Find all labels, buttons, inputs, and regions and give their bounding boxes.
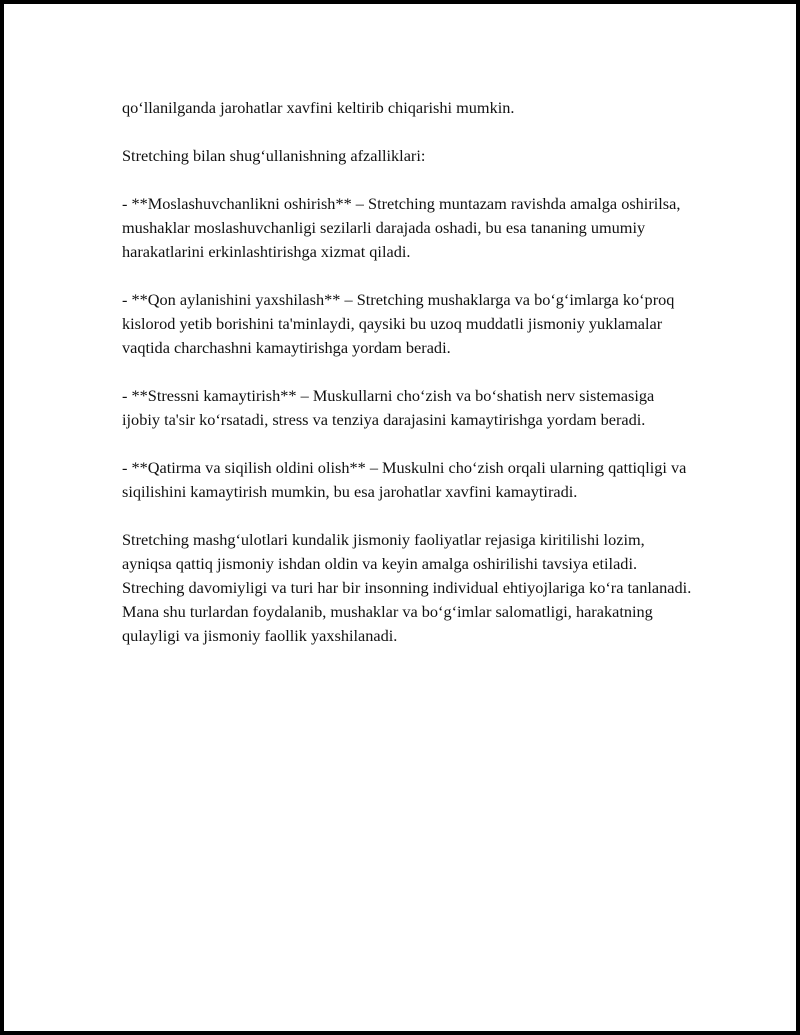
paragraph-continuation: qo‘llanilganda jarohatlar xavfini keltirib chiqarishi mumkin.	[122, 98, 515, 117]
benefit-flexibility: - **Moslashuvchanlikni oshirish** – Stretching muntazam ravishda amalga oshirilsa, mushaklar moslashuvchanligi sezilarli darajada oshadi, bu esa tananing umumiy harakatlarini erkinlashtirishga xizmat qiladi.	[122, 194, 681, 261]
benefit-circulation: - **Qon aylanishini yaxshilash** – Stretching mushaklarga va bo‘g‘imlarga ko‘proq kislorod yetib borishini ta'minlaydi, qaysiki bu uzoq muddatli jismoniy yuklamalar vaqtida charchashni kamaytirishga yordam beradi.	[122, 290, 675, 357]
benefit-stiffness: - **Qatirma va siqilish oldini olish** – Muskulni cho‘zish orqali ularning qattiqligi va siqilishini kamaytirish mumkin, bu esa jarohatlar xavfini kamaytiradi.	[122, 458, 687, 501]
benefit-stress: - **Stressni kamaytirish** – Muskullarni cho‘zish va bo‘shatish nerv sistemasiga ijobiy ta'sir ko‘rsatadi, stress va tenziya darajasini kamaytirishga yordam beradi.	[122, 386, 655, 429]
document-body	[122, 96, 692, 672]
benefits-heading: Stretching bilan shug‘ullanishning afzalliklari:	[122, 146, 426, 165]
conclusion-paragraph: Stretching mashg‘ulotlari kundalik jismoniy faoliyatlar rejasiga kiritilishi lozim, ayniqsa qattiq jismoniy ishdan oldin va keyin amalga oshirilishi tavsiya etiladi. Streching davomiyligi va turi har bir insonning individual ehtiyojlariga ko‘ra tanlanadi. Mana shu turlardan foydalanib, mushaklar va bo‘g‘imlar salomatligi, harakatning qulayligi va jismoniy faollik yaxshilanadi.	[122, 530, 692, 645]
